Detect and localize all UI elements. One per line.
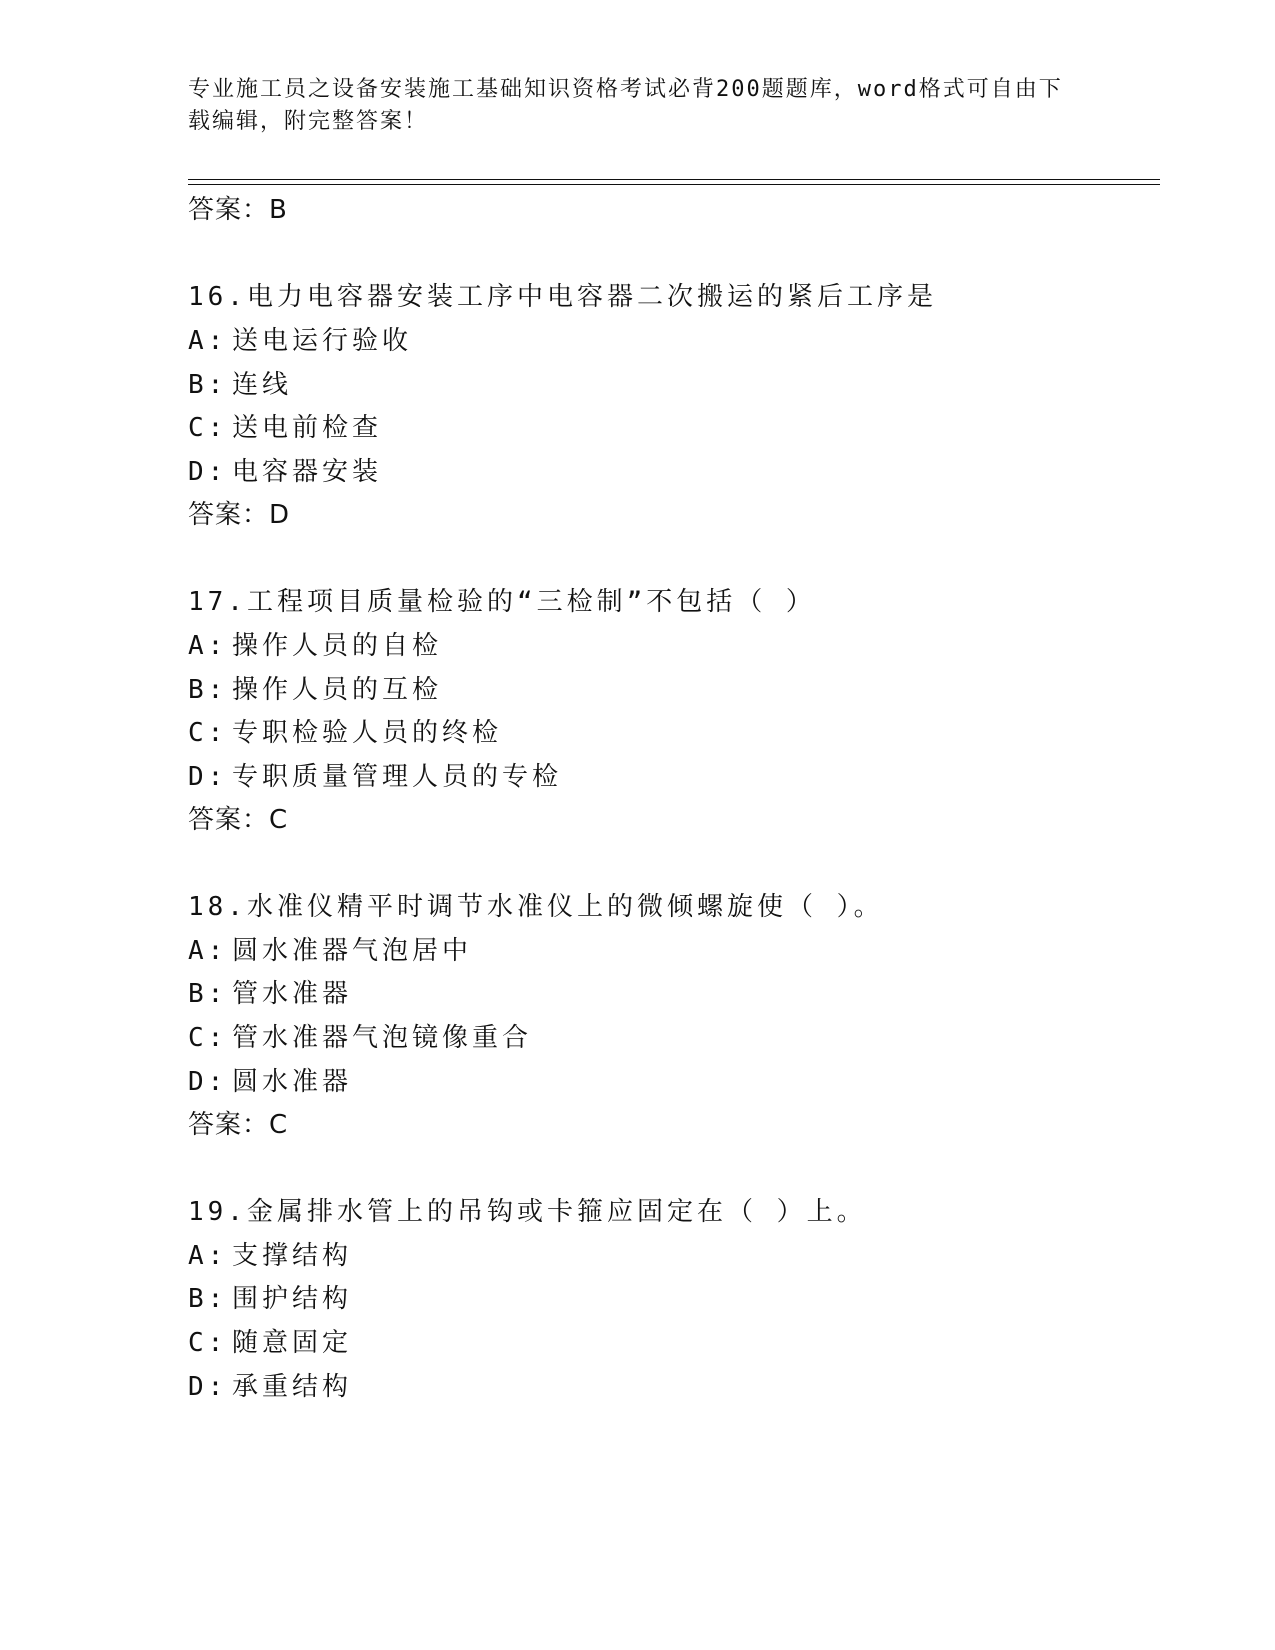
option-letter: C: [188, 718, 228, 748]
option-letter: A: [188, 936, 228, 966]
option-letter: B: [188, 979, 228, 1009]
answer-line: 答案：D [188, 500, 291, 530]
option-c [188, 412, 382, 444]
option-letter: A: [188, 326, 228, 356]
option-a [188, 935, 472, 967]
option-text: 管水准器气泡镜像重合 [232, 1023, 533, 1053]
option-text: 支撑结构 [232, 1241, 353, 1271]
option-c [188, 1022, 532, 1054]
option-b [188, 674, 442, 706]
option-c [188, 1327, 352, 1359]
option-d [188, 1371, 352, 1403]
option-d [188, 1066, 352, 1098]
option-letter: D: [188, 1067, 228, 1097]
document-header: 专业施工员之设备安装施工基础知识资格考试必背200题题库，word格式可自由下载编辑，附完整答案！ [188, 77, 1063, 134]
option-d [188, 761, 562, 793]
option-letter: C: [188, 413, 228, 443]
header-rule-bottom [188, 184, 1160, 185]
question-stem: 19.金属排水管上的吊钩或卡箍应固定在（ ）上。 [188, 1197, 867, 1227]
option-letter: A: [188, 1241, 228, 1271]
option-text: 圆水准器 [232, 1067, 353, 1097]
option-b [188, 1283, 352, 1315]
option-text: 专职检验人员的终检 [232, 718, 503, 748]
option-text: 承重结构 [232, 1372, 353, 1402]
option-letter: B: [188, 1284, 228, 1314]
option-b [188, 369, 292, 401]
option-letter: D: [188, 762, 228, 792]
option-letter: B: [188, 370, 228, 400]
option-letter: D: [188, 457, 228, 487]
option-text: 送电运行验收 [232, 326, 413, 356]
option-text: 连线 [232, 370, 293, 400]
option-letter: A: [188, 631, 228, 661]
option-text: 专职质量管理人员的专检 [232, 762, 563, 792]
option-text: 操作人员的互检 [232, 675, 443, 705]
header-rule-top [188, 179, 1160, 180]
question-stem: 17.工程项目质量检验的“三检制”不包括（ ） [188, 587, 816, 617]
option-text: 电容器安装 [232, 457, 383, 487]
option-text: 随意固定 [232, 1328, 353, 1358]
option-c [188, 717, 502, 749]
option-text: 管水准器 [232, 979, 353, 1009]
option-a [188, 630, 442, 662]
answer-line: 答案：C [188, 1110, 289, 1140]
option-a [188, 1240, 352, 1272]
option-text: 送电前检查 [232, 413, 383, 443]
question-stem: 18.水准仪精平时调节水准仪上的微倾螺旋使（ ）。 [188, 892, 884, 922]
option-a [188, 325, 412, 357]
answer-line: 答案：C [188, 805, 289, 835]
option-letter: C: [188, 1328, 228, 1358]
option-d [188, 456, 382, 488]
option-letter: D: [188, 1372, 228, 1402]
option-letter: C: [188, 1023, 228, 1053]
option-text: 操作人员的自检 [232, 631, 443, 661]
option-text: 圆水准器气泡居中 [232, 936, 473, 966]
option-b [188, 978, 352, 1010]
option-text: 围护结构 [232, 1284, 353, 1314]
answer-line: 答案：B [188, 195, 288, 225]
option-letter: B: [188, 675, 228, 705]
question-stem: 16.电力电容器安装工序中电容器二次搬运的紧后工序是 [188, 282, 937, 312]
